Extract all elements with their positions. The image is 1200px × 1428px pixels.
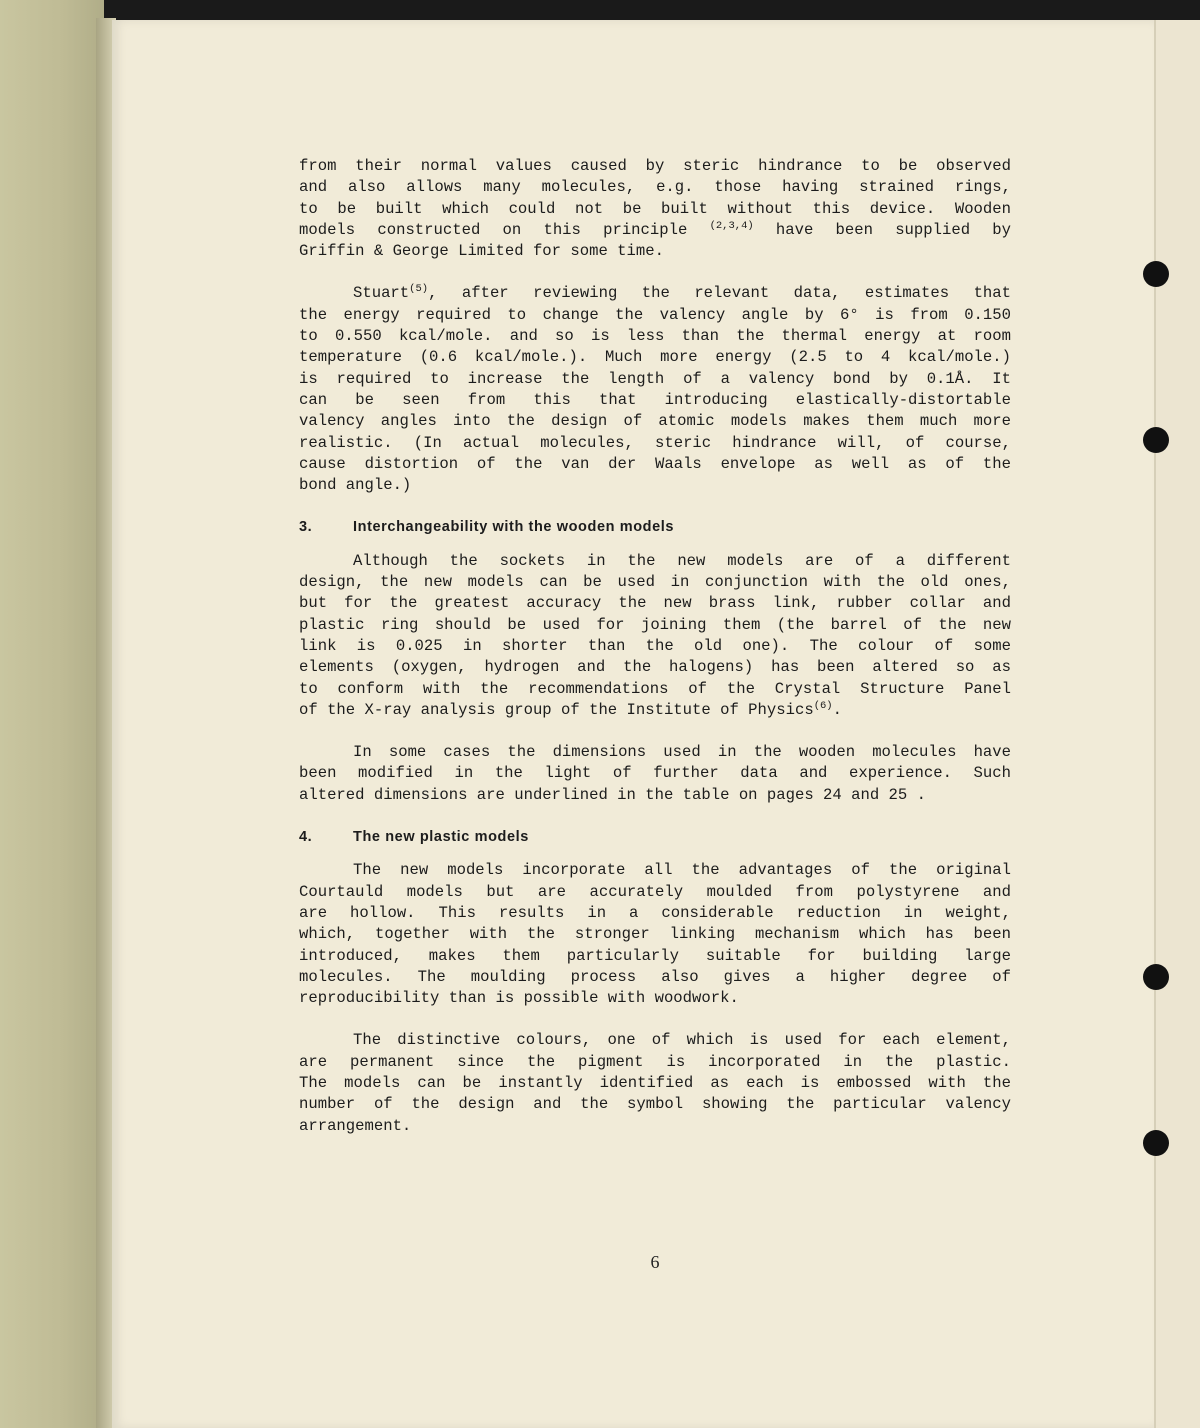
text-line: link is 0.025 in shorter than the old one). The colour of some <box>299 636 1011 655</box>
text-line: are permanent since the pigment is incorporated in the plastic. <box>299 1052 1011 1071</box>
text-line: Stuart$^{(5)}$, after reviewing the relevant data, estimates that <box>353 283 1011 303</box>
text-line: introduced, makes them particularly suitable for building large <box>299 946 1011 965</box>
text-line: been modified in the light of further data and experience. Such <box>299 764 1011 783</box>
text-line: are hollow. This results in a considerable reduction in weight, <box>299 903 1011 922</box>
paragraph-dimensions <box>299 742 1011 806</box>
text-line: reproducibility than is possible with woodwork. <box>299 989 739 1008</box>
section-4-heading <box>299 827 1011 848</box>
text-line: to be built which could not be built without this device. Wooden <box>299 199 1011 218</box>
footnote-reference: (6) <box>813 699 833 712</box>
binding-strip <box>0 0 104 1428</box>
text-line: of the X-ray analysis group of the Institute of Physics$^{(6)}$. <box>299 699 842 719</box>
text-line: to conform with the recommendations of the Crystal Structure Panel <box>299 679 1011 698</box>
section-3-heading <box>299 517 1011 538</box>
text-line: Griffin & George Limited for some time. <box>299 242 664 261</box>
document-body <box>299 156 1011 1158</box>
text-line: bond angle.) <box>299 476 412 495</box>
paragraph-plastic-models <box>299 860 1011 1009</box>
paragraph-colours <box>299 1030 1011 1136</box>
text-line: molecules. The moulding process also gives a higher degree of <box>299 967 1011 986</box>
text-line: models constructed on this principle $^{(2,3,4)}$ have been supplied by <box>299 219 1011 239</box>
text-line: to 0.550 kcal/mole. and so is less than the thermal energy at room <box>299 327 1011 346</box>
text-line: and also allows many molecules, e.g. those having strained rings, <box>299 178 1011 197</box>
text-line: arrangement. <box>299 1116 412 1135</box>
text-line: which, together with the stronger linking mechanism which has been <box>299 925 1011 944</box>
text-line: can be seen from this that introducing elastically-distortable <box>299 390 1011 409</box>
text-line: elements (oxygen, hydrogen and the halogens) has been altered so as <box>299 658 1011 677</box>
section-number: 3. <box>299 519 313 536</box>
text-line: number of the design and the symbol showing the particular valency <box>299 1095 1011 1114</box>
punch-hole-1 <box>1143 261 1169 287</box>
text-line: altered dimensions are underlined in the table on pages 24 and 25 . <box>299 785 926 804</box>
text-line: from their normal values caused by steric hindrance to be observed <box>299 157 1011 175</box>
section-title: The new plastic models <box>353 829 529 846</box>
text-line: realistic. (In actual molecules, steric hindrance will, of course, <box>299 433 1011 452</box>
paragraph-intro <box>299 156 1011 262</box>
section-title: Interchangeability with the wooden models <box>353 519 675 536</box>
text-line: plastic ring should be used for joining them (the barrel of the new <box>299 615 1011 634</box>
text-line: cause distortion of the van der Waals envelope as well as of the <box>299 454 1011 473</box>
text-line: In some cases the dimensions used in the wooden molecules have <box>353 743 1011 762</box>
text-line: temperature (0.6 kcal/mole.). Much more energy (2.5 to 4 kcal/mole.) <box>299 348 1011 367</box>
footnote-reference: (2,3,4) <box>709 219 754 232</box>
text-line: is required to increase the length of a valency bond by 0.1Å. It <box>299 369 1011 388</box>
text-line: Although the sockets in the new models are of a different <box>353 551 1011 570</box>
text-line: The models can be instantly identified as each is embossed with the <box>299 1073 1011 1092</box>
text-line: but for the greatest accuracy the new brass link, rubber collar and <box>299 594 1011 613</box>
punch-hole-2 <box>1143 427 1169 453</box>
text-line: The new models incorporate all the advantages of the original <box>353 861 1011 880</box>
paragraph-sockets <box>299 551 1011 721</box>
page-number: 6 <box>650 1252 660 1272</box>
punch-hole-3 <box>1143 964 1169 990</box>
text-line: the energy required to change the valency angle by 6° is from 0.150 <box>299 305 1011 324</box>
text-line: design, the new models can be used in conjunction with the old ones, <box>299 573 1011 592</box>
section-number: 4. <box>299 829 313 846</box>
text-line: The distinctive colours, one of which is used for each element, <box>353 1031 1011 1050</box>
text-line: valency angles into the design of atomic models makes them much more <box>299 412 1011 431</box>
text-line: Courtauld models but are accurately moulded from polystyrene and <box>299 882 1011 901</box>
next-page-edge <box>1154 20 1200 1428</box>
punch-hole-4 <box>1143 1130 1169 1156</box>
footnote-reference: (5) <box>409 283 429 296</box>
paragraph-stuart <box>299 283 1011 496</box>
